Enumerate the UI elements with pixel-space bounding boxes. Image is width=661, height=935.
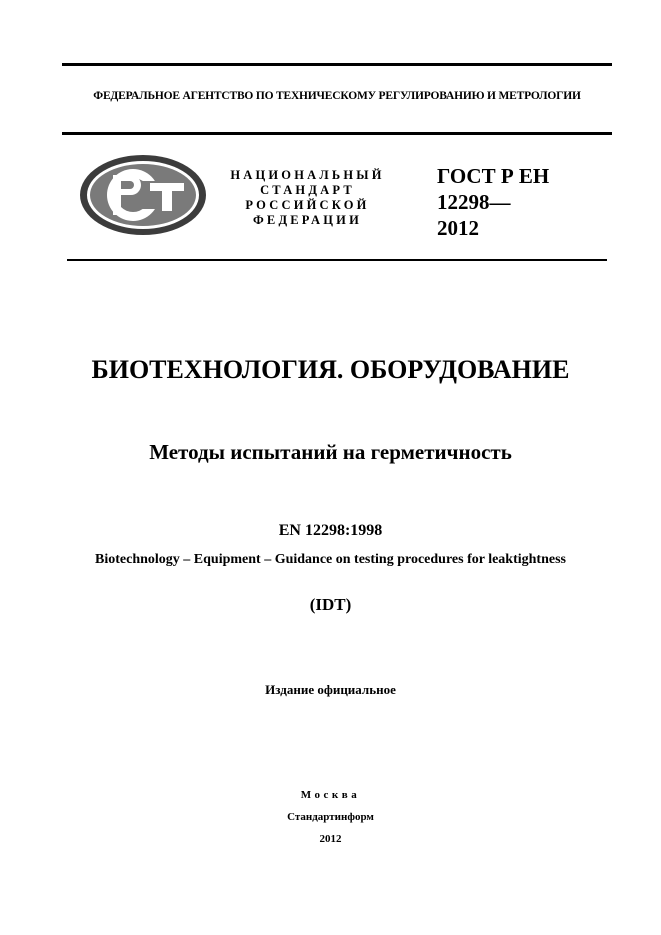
agency-name: ФЕДЕРАЛЬНОЕ АГЕНТСТВО ПО ТЕХНИЧЕСКОМУ РЕГУЛИРОВАНИЮ И МЕТРОЛОГИИ xyxy=(93,90,581,102)
logo-p-counter xyxy=(121,181,134,189)
equivalence-degree: (IDT) xyxy=(309,595,352,614)
edition-note: Издание официальное xyxy=(265,682,396,697)
document-title: БИОТЕХНОЛОГИЯ. ОБОРУДОВАНИЕ xyxy=(91,355,570,384)
logo-p-stem xyxy=(113,175,121,215)
designation-line: 2012 xyxy=(437,216,479,240)
standard-type-line: РОССИЙСКОЙ xyxy=(245,198,370,212)
top-rule xyxy=(62,63,612,66)
standard-type-line: НАЦИОНАЛЬНЫЙ xyxy=(230,168,385,182)
standard-type-line: СТАНДАРТ xyxy=(260,183,355,197)
logo-t-stem xyxy=(162,183,172,211)
imprint-city: Москва xyxy=(300,789,361,801)
en-standard-title: Biotechnology – Equipment – Guidance on testing procedures for leaktightness xyxy=(95,552,566,567)
imprint-year: 2012 xyxy=(319,833,342,845)
designation-line: ГОСТ Р ЕН xyxy=(437,164,550,188)
rst-logo-icon xyxy=(78,153,208,242)
designation-line: 12298— xyxy=(437,190,511,214)
standard-type xyxy=(215,168,400,228)
standard-designation xyxy=(437,163,549,241)
imprint-publisher: Стандартинформ xyxy=(287,811,374,823)
title-block-rule xyxy=(67,259,607,261)
en-standard-number: EN 12298:1998 xyxy=(278,522,383,539)
header-rule xyxy=(62,132,612,135)
document-subtitle: Методы испытаний на герметичность xyxy=(149,440,512,464)
standard-type-line: ФЕДЕРАЦИИ xyxy=(252,213,363,227)
